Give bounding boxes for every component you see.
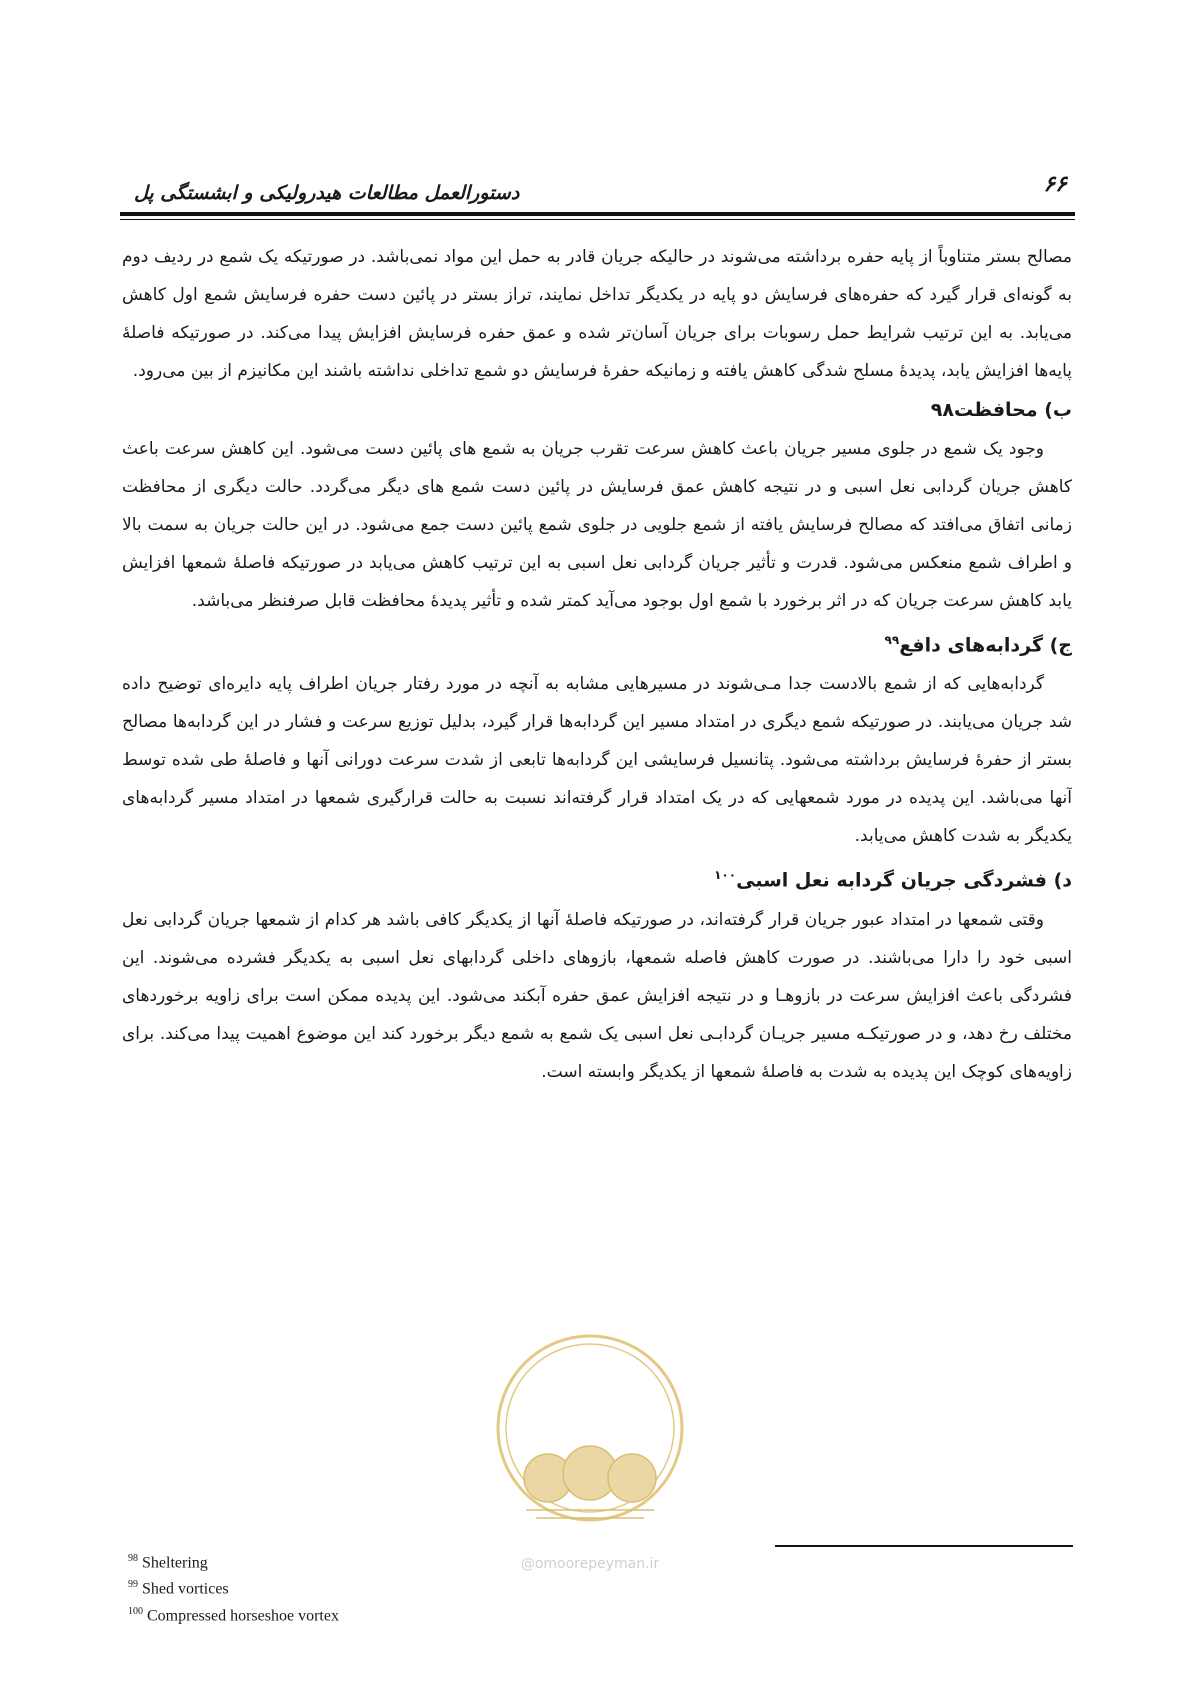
footnote-99	[128, 1574, 548, 1600]
heading-shed-vortices-text: ج) گردابه‌های دافع	[899, 634, 1072, 657]
paragraph-1: مصالح بستر متناوباً از پایه حفره برداشته می‌شوند در حالیکه جریان قادر به حمل این مواد نمی‌باشد. در صورتیکه یک شمع در ردیف دوم به گونه‌ای قرار گیرد که حفره‌های فرسایش دو پایه در یکدیگر تداخل نمایند، تراز بستر در پائین دست حفره فرسایش شمع اول کاهش می‌یابد. به این ترتیب شرایط حمل رسوبات برای جریان آسان‌تر شده و عمق حفره فرسایش افزایش پیدا می‌کند. در صورتیکه فاصلهٔ پایه‌ها افزایش یابد، پدیدهٔ مسلح شدگی کاهش یافته و زمانیکه حفرهٔ فرسایش دو شمع تداخلی نداشته باشند این مکانیزم از بین می‌رود.	[122, 247, 1072, 381]
heading-compressed-vortex	[122, 855, 1072, 900]
page-header	[120, 150, 1075, 220]
heading-sheltering-text: ب) محافظت	[953, 399, 1072, 421]
heading-shed-vortices-note: ۹۹	[884, 633, 900, 647]
running-title: دستورالعمل مطالعات هیدرولیکی و ابشستگی پل	[134, 182, 520, 204]
footnote-text: Shed vortices	[142, 1580, 229, 1598]
main-content	[122, 238, 1072, 1328]
footnote-number: 99	[128, 1579, 138, 1591]
header-rule-thin	[120, 219, 1075, 220]
footnote-100	[128, 1601, 548, 1627]
heading-sheltering-note: ۹۸	[930, 399, 954, 421]
footnote-number: 100	[128, 1605, 143, 1617]
footnote-text: Sheltering	[142, 1554, 208, 1572]
header-rule-thick	[120, 212, 1075, 216]
paragraph-3: گردابه‌هایی که از شمع بالادست جدا مـی‌شوند در مسیرهایی مشابه به آنچه در مورد رفتار جریان اطراف پایه دایره‌ای توضیح داده شد جریان می‌یابند. در صورتیکه شمع دیگری در امتداد مسیر این گردابه‌ها قرار گیرد، بدلیل توزیع سرعت و فشار در این گردابه‌ها مصالح بستر از حفرهٔ فرسایش برداشته می‌شود. پتانسیل فرسایشی این گردابه‌ها تابعی از شدت سرعت دورانی آنها و فاصلهٔ طی شده توسط آنها می‌باشد. این پدیده در مورد شمعهایی که در یک امتداد قرار گرفته‌اند نسبت به حالت قرارگیری شمعها در امتداد مسیر گردابه‌های یکدیگر به شدت کاهش می‌یابد.	[122, 674, 1072, 847]
footnote-number: 98	[128, 1553, 138, 1564]
page-number: ۶۶	[1043, 172, 1067, 197]
footnote-98	[128, 1548, 548, 1574]
footnote-text: Compressed horseshoe vortex	[147, 1606, 339, 1624]
watermark	[490, 1328, 690, 1578]
watermark-url: @omoorepeyman.ir	[520, 1556, 660, 1572]
footnote-rule	[775, 1545, 1073, 1547]
paragraph-2: وجود یک شمع در جلوی مسیر جریان باعث کاهش سرعت تقرب جریان به شمع های پائین دست می‌شود. این کاهش سرعت باعث کاهش جریان گردابی نعل اسبی و در نتیجه کاهش عمق فرسایش در پائین دست شمع های دیگر می‌گردد. حالت دیگری از محافظت زمانی اتفاق می‌افتد که مصالح فرسایش یافته از شمع جلویی در جلوی شمع پائین دست جمع می‌شود. در این حالت جریان به سمت بالا و اطراف شمع منعکس می‌شود. قدرت و تأثیر جریان گردابی نعل اسبی به این ترتیب کاهش می‌یابد در صورتیکه فاصلهٔ شمعها افزایش یابد کاهش سرعت جریان که در اثر برخورد با شمع اول بوجود می‌آید کمتر شده و تأثیر پدیدهٔ محافظت قابل صرفنظر می‌باشد.	[122, 439, 1072, 611]
footnotes	[128, 1548, 548, 1627]
heading-compressed-vortex-note: ۱۰۰	[714, 868, 737, 883]
watermark-logo-icon	[490, 1328, 690, 1553]
heading-compressed-vortex-text: د) فشردگی جریان گردابه نعل اسبی	[736, 869, 1072, 892]
heading-shed-vortices	[122, 620, 1072, 665]
heading-sheltering	[122, 390, 1072, 430]
paragraph-4: وقتی شمعها در امتداد عبور جریان قرار گرفته‌اند، در صورتیکه فاصلهٔ آنها از یکدیگر کافی باشد هر کدام از شمعها جریان گردابی نعل اسبی خود را دارا می‌باشند. در صورت کاهش فاصله شمعها، بازوهای داخلی گردابهای نعل اسبی به یکدیگر فشرده می‌شوند. این فشردگی باعث افزایش سرعت در بازوهـا و در نتیجه افزایش عمق حفره آبکند می‌شود. این پدیده ممکن است برای زاویه برخوردهای مختلف رخ دهد، و در صورتیکـه مسیر جریـان گردابـی نعل اسبی یک شمع به شمع دیگر برخورد کند این موضوع اهمیت پیدا می‌کند. برای زاویه‌های کوچک این پدیده به شدت به فاصلهٔ شمعها از یکدیگر وابسته است.	[122, 909, 1072, 1082]
